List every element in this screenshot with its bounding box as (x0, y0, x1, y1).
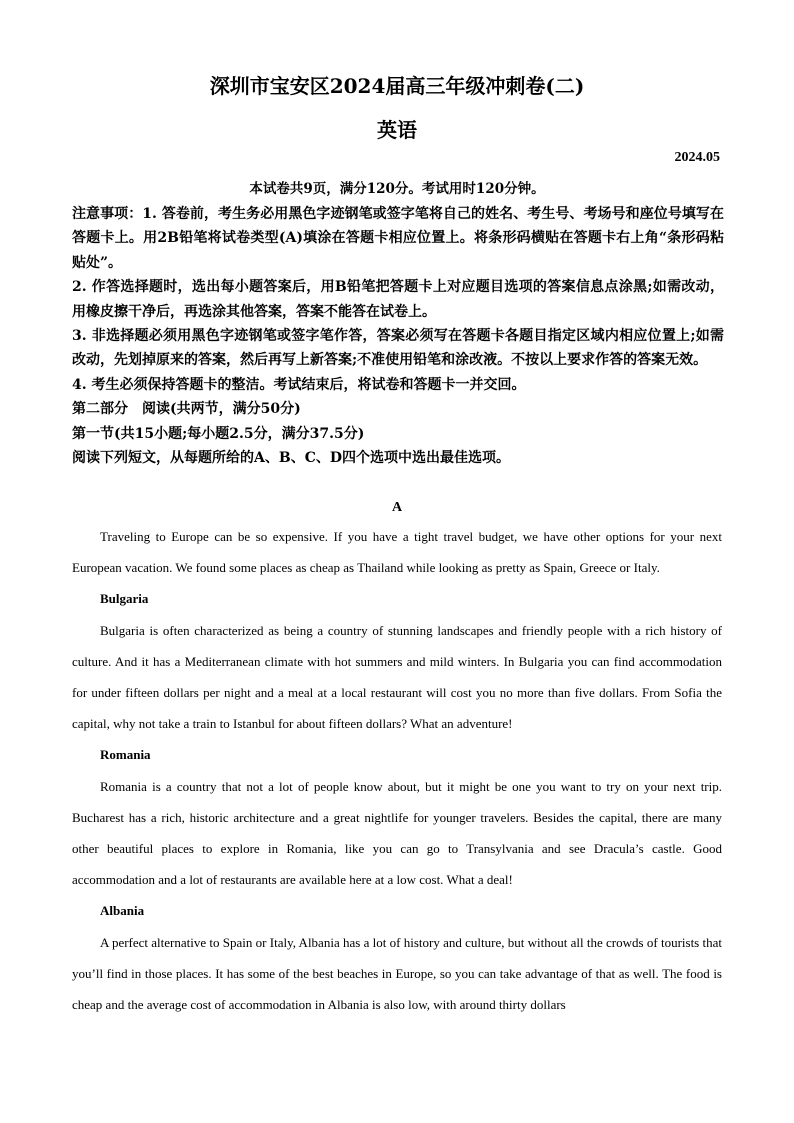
section-text-bulgaria: Bulgaria is often characterized as being a country of stunning landscapes and friendly people with a rich history of culture. And it has a Mediterranean climate with hot summers and mild winters. In Bulgaria you can find accommodation for under fifteen dollars per night and a meal at a local restaurant will cost you no more than five dollars. From Sofia the capital, why not take a train to Istanbul for about fifteen dollars? What an adventure! (72, 622, 722, 732)
section-text-albania: A perfect alternative to Spain or Italy, Albania has a lot of history and culture, but without all the crowds of tourists that you’ll find in those places. It has some of the best beaches in Europe, so you can take advantage of that as well. The food is cheap and the average cost of accommodation in Albania is also low, with around thirty dollars (72, 934, 722, 1013)
section-heading-romania: Romania (100, 747, 151, 763)
passage-intro: Traveling to Europe can be so expensive. If you have a tight travel budget, we have other options for your next European vacation. We found some places as cheap as Thailand while looking as pretty as Spain, Greece or Italy. (72, 529, 722, 576)
section-heading: 第一节(共15小题;每小题2.5分，满分37.5分) (72, 425, 365, 442)
instruction-4: 4. 考生必须保持答题卡的整洁。考试结束后，将试卷和答题卡一并交回。 (72, 376, 526, 393)
instructions (72, 202, 724, 470)
reading-passage (72, 521, 722, 1020)
exam-intro: 本试卷共9页，满分120分。考试用时120分钟。 (249, 181, 545, 197)
section-heading-albania: Albania (100, 903, 145, 919)
instruction-1: 注意事项：1. 答卷前，考生务必用黑色字迹钢笔或签字笔将自己的姓名、考生号、考场号和座位号填写在答题卡上。用2B铅笔将试卷类型(A)填涂在答题卡相应位置上。将条形码横贴在答题卡右上角“条形码粘贴处”。 (72, 206, 724, 271)
reading-directions: 阅读下列短文，从每题所给的A、B、C、D四个选项中选出最佳选项。 (72, 450, 510, 467)
passage-letter: A (391, 500, 403, 515)
exam-title: 深圳市宝安区2024届高三年级冲刺卷(二) (209, 74, 585, 98)
section-heading-bulgaria: Bulgaria (100, 591, 149, 607)
instruction-2: 2. 作答选择题时，选出每小题答案后，用B铅笔把答题卡上对应题目选项的答案信息点涂黑;如需改动，用橡皮擦干净后，再选涂其他答案，答案不能答在试卷上。 (72, 279, 724, 320)
part-heading: 第二部分 阅读(共两节，满分50分) (72, 401, 301, 418)
exam-date: 2024.05 (674, 150, 720, 165)
subject-title: 英语 (377, 118, 417, 142)
section-text-romania: Romania is a country that not a lot of people know about, but it might be one you want to try on your next trip. Bucharest has a rich, historic architecture and a great nightlife for younger travelers. Besides the capital, there are many other beautiful places to explore in Romania, like you can go to Transylvania and see Dracula’s castle. Good accommodation and a lot of restaurants are available here at a low cost. What a deal! (72, 778, 722, 888)
instruction-3: 3. 非选择题必须用黑色字迹钢笔或签字笔作答，答案必须写在答题卡各题目指定区域内相应位置上;如需改动，先划掉原来的答案，然后再写上新答案;不准使用铅笔和涂改液。不按以上要求作答的答案无效。 (72, 328, 724, 369)
